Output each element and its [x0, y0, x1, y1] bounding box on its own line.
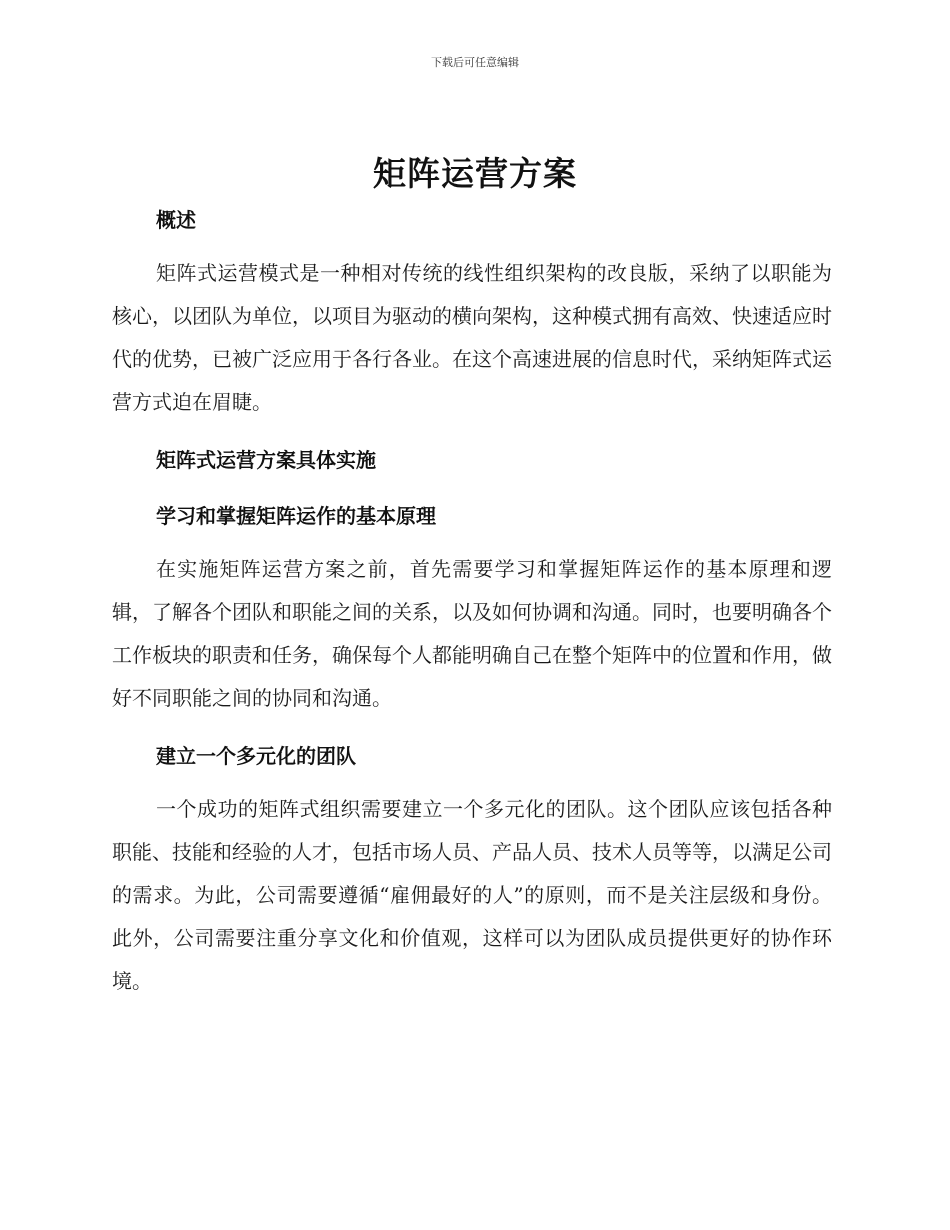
section-heading-overview: 概述 [156, 208, 196, 232]
section-heading-principle: 学习和掌握矩阵运作的基本原理 [156, 504, 436, 528]
paragraph-principle: 在实施矩阵运营方案之前，首先需要学习和掌握矩阵运作的基本原理和逻辑，了解各个团队和职能之间的关系，以及如何协调和沟通。同时，也要明确各个工作板块的职责和任务，确保每个人都能明确自己在整个矩阵中的位置和作用，做好不同职能之间的协同和沟通。 [112, 557, 832, 710]
page-header-note: 下载后可任意编辑 [431, 56, 519, 69]
paragraph-overview: 矩阵式运营模式是一种相对传统的线性组织架构的改良版，采纳了以职能为核心，以团队为单位，以项目为驱动的横向架构，这种模式拥有高效、快速适应时代的优势，已被广泛应用于各行各业。在这个高速进展的信息时代，采纳矩阵式运营方式迫在眉睫。 [112, 261, 832, 414]
paragraph-team: 一个成功的矩阵式组织需要建立一个多元化的团队。这个团队应该包括各种职能、技能和经验的人才，包括市场人员、产品人员、技术人员等等，以满足公司的需求。为此，公司需要遵循“雇佣最好的人”的原则，而不是关注层级和身份。此外，公司需要注重分享文化和价值观，这样可以为团队成员提供更好的协作环境。 [112, 797, 832, 993]
section-heading-team: 建立一个多元化的团队 [156, 744, 356, 768]
document-title: 矩阵运营方案 [373, 154, 577, 193]
document-body [112, 200, 832, 1003]
section-heading-implementation: 矩阵式运营方案具体实施 [156, 448, 376, 472]
